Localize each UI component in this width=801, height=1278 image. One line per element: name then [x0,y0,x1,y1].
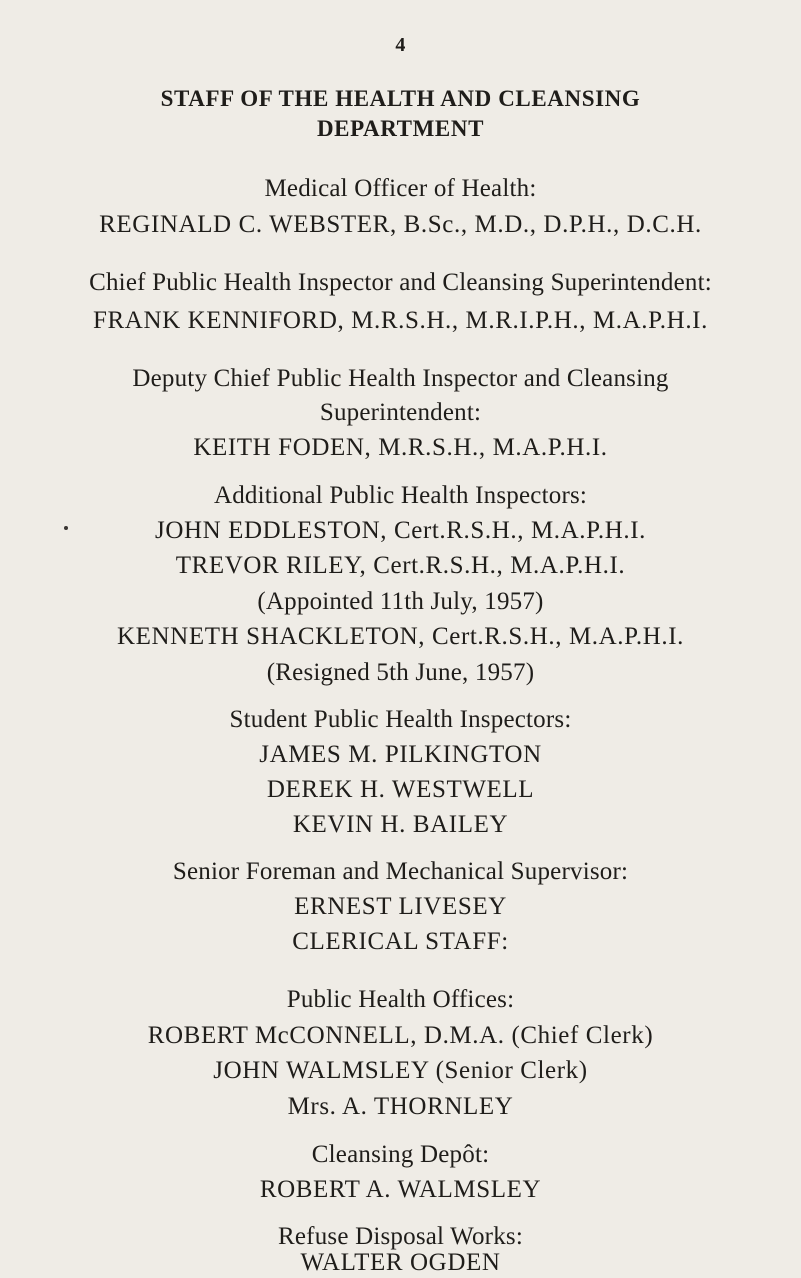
student-inspector-name-2: DEREK H. WESTWELL [266,776,535,803]
medical-officer-role: Medical Officer of Health: [264,175,537,202]
deputy-chief-role-line-1: Deputy Chief Public Health Inspector and Cleansing [132,365,669,392]
cleansing-depot-role: Cleansing Depôt: [311,1141,490,1168]
additional-inspector-line-3: (Appointed 11th July, 1957) [257,588,544,615]
additional-inspector-line-2: TREVOR RILEY, Cert.R.S.H., M.A.P.H.I. [175,552,626,579]
chief-inspector-name: FRANK KENNIFORD, M.R.S.H., M.R.I.P.H., M.A.P.H.I. [93,307,708,334]
public-health-offices-name-1: ROBERT McCONNELL, D.M.A. (Chief Clerk) [147,1022,654,1049]
page-title-line-2: DEPARTMENT [316,116,485,141]
additional-inspector-line-4: KENNETH SHACKLETON, Cert.R.S.H., M.A.P.H.I. [116,623,684,650]
cleansing-depot-name: ROBERT A. WALMSLEY [259,1176,542,1203]
additional-inspectors-role: Additional Public Health Inspectors: [213,482,588,509]
student-inspector-name-1: JAMES M. PILKINGTON [259,741,542,768]
deputy-chief-role-line-2: Superintendent: [319,399,482,426]
page-number: 4 [395,34,406,56]
additional-inspector-line-5: (Resigned 5th June, 1957) [266,659,535,686]
student-inspectors-role: Student Public Health Inspectors: [229,706,572,733]
public-health-offices-name-3: Mrs. A. THORNLEY [287,1093,514,1120]
refuse-disposal-role: Refuse Disposal Works: [278,1223,523,1250]
public-health-offices-name-2: JOHN WALMSLEY (Senior Clerk) [213,1057,588,1084]
public-health-offices-role: Public Health Offices: [286,986,515,1013]
clerical-staff-heading: CLERICAL STAFF: [292,928,509,955]
refuse-disposal-name: WALTER OGDEN [300,1249,501,1276]
student-inspector-name-3: KEVIN H. BAILEY [292,811,509,838]
senior-foreman-name: ERNEST LIVESEY [294,893,507,920]
chief-inspector-role: Chief Public Health Inspector and Cleansing Superintendent: [89,269,712,296]
page-title-line-1: STAFF OF THE HEALTH AND CLEANSING [160,86,641,111]
senior-foreman-role: Senior Foreman and Mechanical Supervisor: [172,858,629,885]
additional-inspector-line-1: JOHN EDDLESTON, Cert.R.S.H., M.A.P.H.I. [154,517,646,544]
medical-officer-name: REGINALD C. WEBSTER, B.Sc., M.D., D.P.H., D.C.H. [99,211,702,238]
deputy-chief-name: KEITH FODEN, M.R.S.H., M.A.P.H.I. [193,434,608,461]
